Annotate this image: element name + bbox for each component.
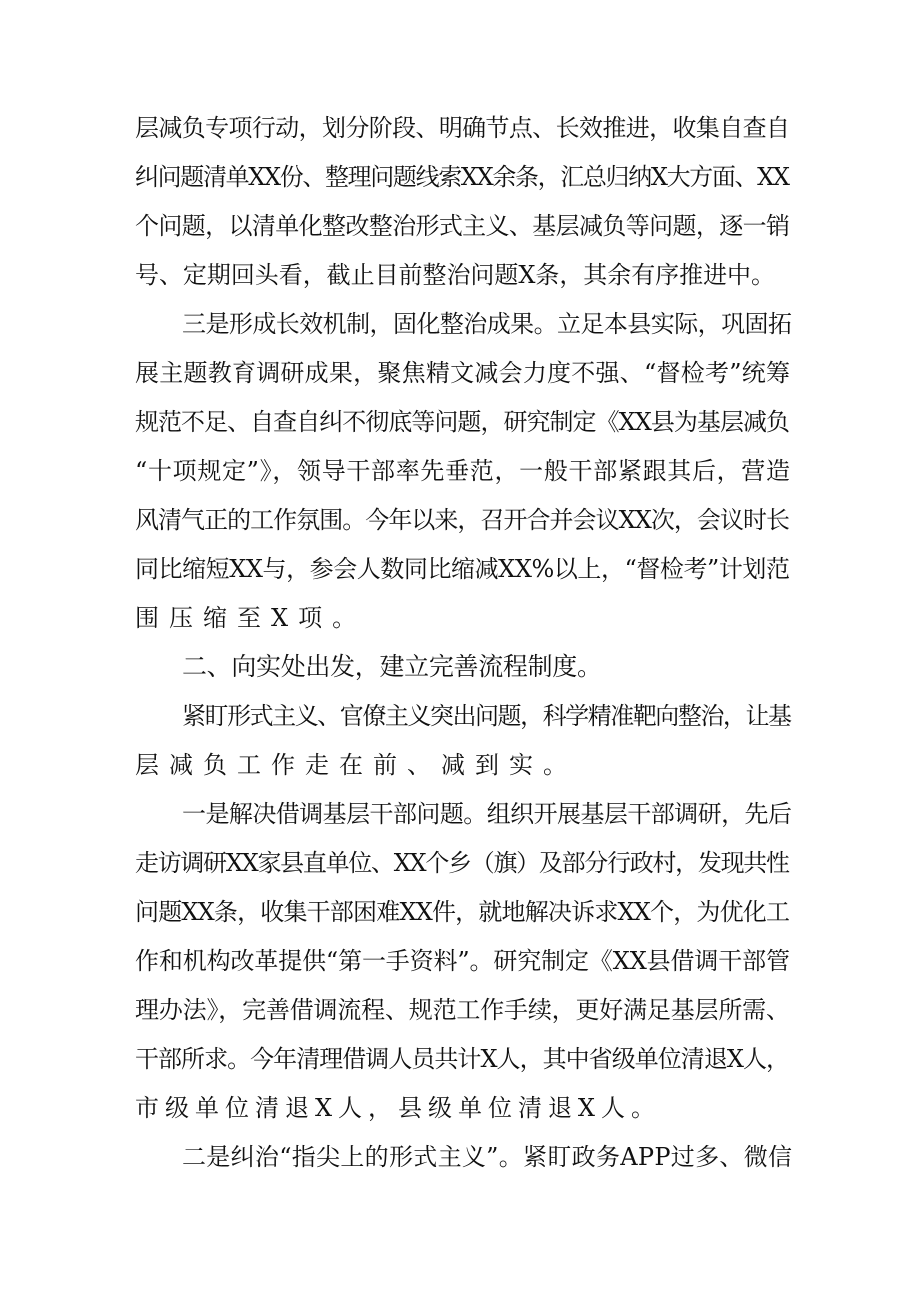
body-text-line: 三是形成长效机制，固化整治成果。立足本县实际，巩固拓 bbox=[182, 310, 792, 338]
body-text-line: 市级单位清退X人，县级单位清退X人。 bbox=[135, 1094, 661, 1122]
body-text-line: 层减负专项行动，划分阶段、明确节点、长效推进，收集自查自 bbox=[135, 114, 790, 142]
body-text-line: 二是纠治“指尖上的形式主义”。紧盯政务APP过多、微信 bbox=[182, 1143, 793, 1171]
body-text-line: 紧盯形式主义、官僚主义突出问题，科学精准靶向整治，让基 bbox=[182, 702, 791, 730]
body-text-line: 作和机构改革提供“第一手资料”。研究制定《XX县借调干部管 bbox=[135, 947, 790, 975]
body-text-line: 干部所求。今年清理借调人员共计X人，其中省级单位清退X人， bbox=[135, 1045, 790, 1073]
body-text-line: 展主题教育调研成果，聚焦精文减会力度不强、“督检考”统筹 bbox=[135, 359, 791, 387]
body-text-line: 问题XX条，收集干部困难XX件，就地解决诉求XX个，为优化工 bbox=[135, 898, 790, 926]
section-heading: 二、向实处出发，建立完善流程制度。 bbox=[182, 652, 602, 681]
body-text-line: 围压缩至X项。 bbox=[135, 604, 367, 632]
body-text-line: 号、定期回头看，截止目前整治问题X条，其余有序推进中。 bbox=[135, 261, 775, 289]
body-text-line: 走访调研XX家县直单位、XX个乡（旗）及部分行政村，发现共性 bbox=[135, 849, 789, 877]
body-text-line: 规范不足、自查自纠不彻底等问题，研究制定《XX县为基层减负 bbox=[135, 408, 790, 436]
body-text-line: “十项规定”》，领导干部率先垂范，一般干部紧跟其后，营造 bbox=[135, 457, 791, 485]
body-text-line: 风清气正的工作氛围。今年以来，召开合并会议XX次，会议时长 bbox=[135, 506, 790, 534]
body-text-line: 个问题，以清单化整改整治形式主义、基层减负等问题，逐一销 bbox=[135, 212, 790, 240]
body-text-line: 同比缩短XX与，参会人数同比缩减XX%以上，“督检考”计划范 bbox=[135, 555, 790, 583]
body-text-line: 理办法》，完善借调流程、规范工作手续，更好满足基层所需、 bbox=[135, 996, 790, 1024]
body-text-line: 一是解决借调基层干部问题。组织开展基层干部调研，先后 bbox=[182, 800, 792, 828]
body-text-line: 层减负工作走在前、减到实。 bbox=[135, 751, 577, 779]
body-text-line: 纠问题清单XX份、整理问题线索XX余条，汇总归纳X大方面、XX bbox=[135, 163, 789, 191]
